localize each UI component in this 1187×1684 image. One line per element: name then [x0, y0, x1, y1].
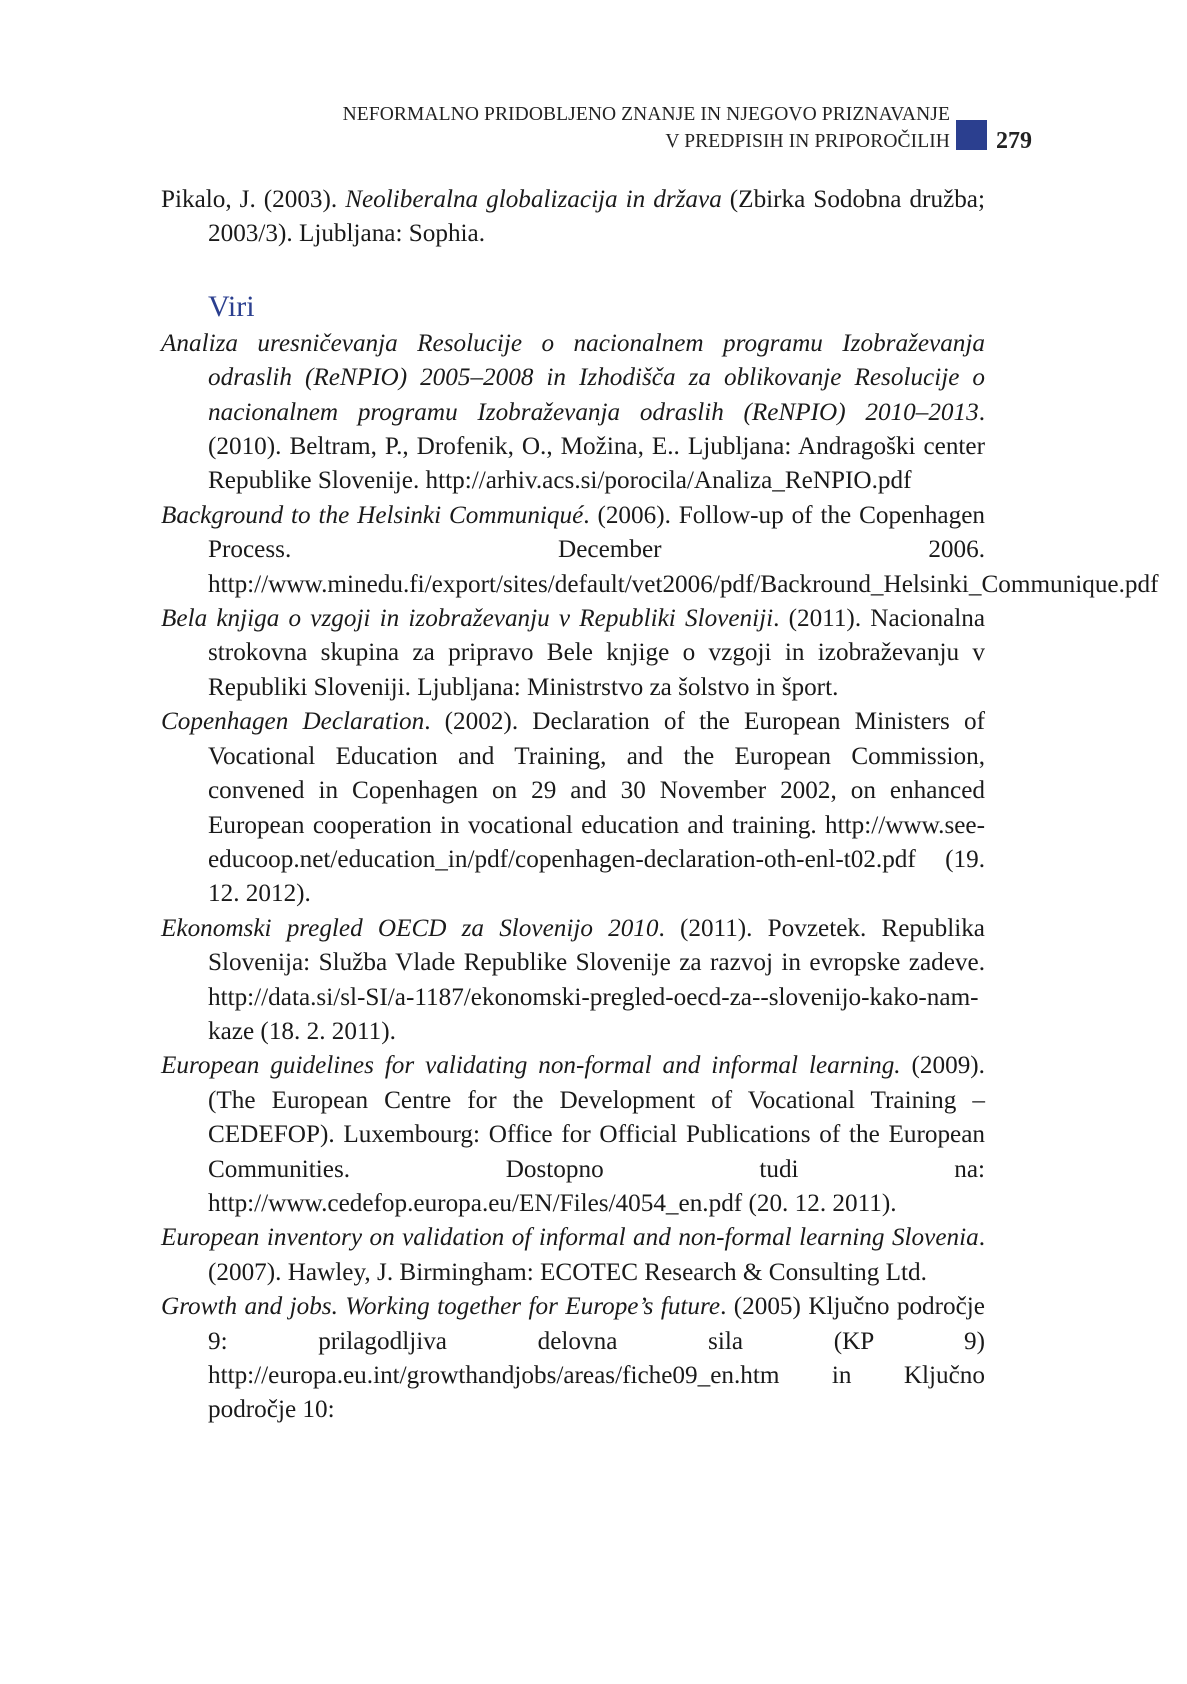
reference-item — [161, 499, 1159, 602]
reference-details: . (2002). Declaration of the European Ministers of Vocational Education and Training, and the European Commission, convened in Copenhagen on 29 and 30 November 2002, on enhanced European cooperation in vocational education and training. http://www.see-educoop.net/education_in/pdf/copenhagen-declaration-oth-enl-t02.pdf (19. 12. 2012). — [208, 708, 985, 908]
reference-details: (2009). (The European Centre for the Development of Vocational Training – CEDEFOP). Luxembourg: Office for Official Publications of the European Communities. Dostopno tudi na: http://www.cedefop.europa.eu/EN/Files/4054_en.pdf (20. 12. 2011). — [208, 1052, 985, 1217]
header-color-marker — [956, 120, 987, 150]
reference-item — [161, 1221, 985, 1290]
reference-item — [161, 705, 985, 911]
reference-details: . (2005) Ključno področje 9: prilagodljiva delovna sila (KP 9) http://europa.eu.int/growthandjobs/areas/fiche09_en.htm in Ključno področje 10: — [208, 1293, 985, 1424]
reference-details: (Zbirka Sodobna družba; 2003/3). Ljubljana: Sophia. — [208, 186, 985, 248]
reference-title: Ekonomski pregled OECD za Slovenijo 2010 — [161, 914, 659, 942]
reference-title: European guidelines for validating non-formal and informal learning. — [161, 1052, 901, 1080]
reference-title: European inventory on validation of informal and non-formal learning Slovenia — [161, 1224, 979, 1252]
running-head-line-2: V PREDPISIH IN PRIPOROČILIH — [665, 131, 950, 152]
page-number: 279 — [996, 128, 1032, 154]
reference-item — [161, 912, 985, 1050]
reference-title: Analiza uresničevanja Resolucije o nacionalnem programu Izobraževanja odraslih (ReNPIO) 2005–2008 in Izhodišča za oblikovanje Resolucije o nacionalnem programu Izobraževanja odraslih (ReNPIO) 2010–2013 — [161, 329, 985, 426]
reference-title: Growth and jobs. Working together for Europe’s future — [161, 1293, 721, 1321]
running-head — [280, 101, 950, 155]
reference-details: . (2010). Beltram, P., Drofenik, O., Možina, E.. Ljubljana: Andragoški center Republike Slovenije. http://arhiv.acs.si/porocila/Analiza_ReNPIO.pdf — [208, 398, 985, 495]
reference-title: Neoliberalna globalizacija in država — [345, 186, 722, 213]
reference-title: Background to the Helsinki Communiqué — [161, 501, 584, 529]
reference-title: Bela knjiga o vzgoji in izobraževanju v Republiki Sloveniji — [161, 605, 774, 633]
section-heading-viri: Viri — [208, 289, 255, 323]
reference-item — [161, 602, 985, 705]
running-head-line-1: NEFORMALNO PRIDOBLJENO ZNANJE IN NJEGOVO PRIZNAVANJE — [342, 104, 950, 125]
page-body — [161, 183, 1159, 1428]
reference-title: Copenhagen Declaration — [161, 708, 425, 736]
reference-item — [161, 327, 985, 499]
reference-item — [161, 1049, 985, 1221]
intro-reference — [161, 183, 985, 252]
reference-author: Pikalo, J. (2003). — [161, 186, 346, 213]
reference-details: . (2011). Povzetek. Republika Slovenija: Služba Vlade Republike Slovenije za razvoj in evropske zadeve. http://data.si/sl-SI/a-1187/ekonomski-pregled-oecd-za--slovenijo-kako-nam-kaze (18. 2. 2011). — [208, 914, 985, 1045]
reference-item — [161, 1290, 985, 1428]
reference-details: . (2011). Nacionalna strokovna skupina za pripravo Bele knjige o vzgoji in izobraževanju v Republiki Sloveniji. Ljubljana: Ministrstvo za šolstvo in šport. — [208, 605, 985, 701]
reference-details: . (2006). Follow-up of the Copenhagen Process. December 2006. http://www.minedu.fi/export/sites/default/vet2006/pdf/Backround_Helsinki_Communique.pdf — [208, 501, 1159, 598]
reference-details: . (2007). Hawley, J. Birmingham: ECOTEC Research & Consulting Ltd. — [208, 1224, 985, 1286]
